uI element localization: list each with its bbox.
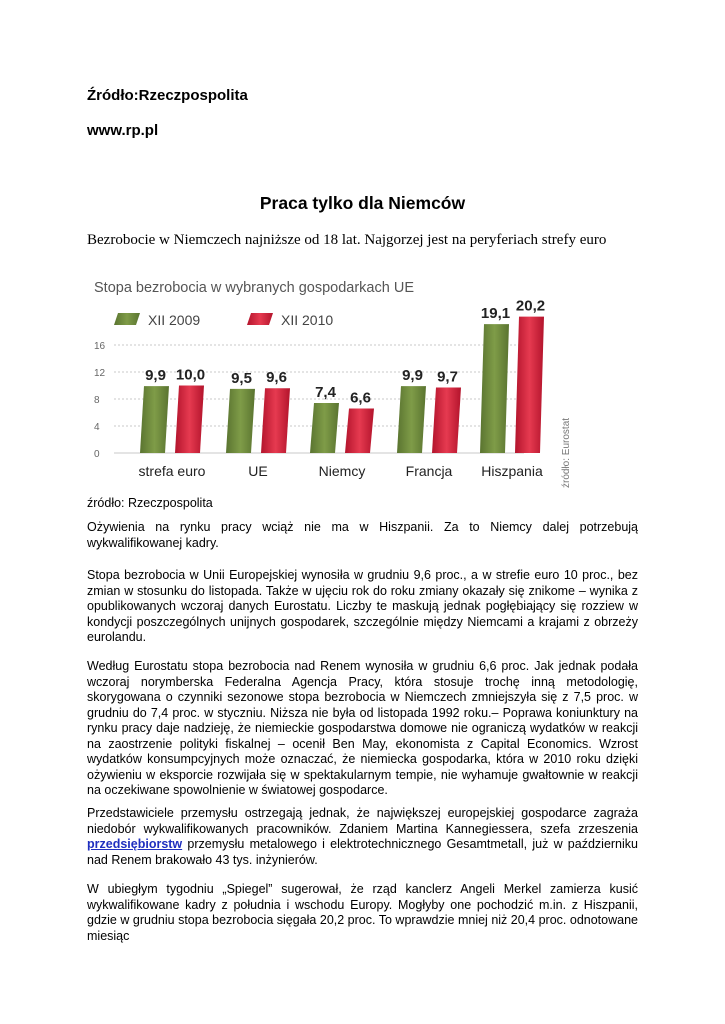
chart-title: Stopa bezrobocia w wybranych gospodarkach UE — [94, 280, 414, 296]
bar-2009 — [140, 386, 169, 453]
bar-2009 — [226, 389, 255, 453]
bar-value-label: 19,1 — [480, 305, 511, 323]
bar-value-label: 20,2 — [515, 297, 546, 315]
paragraph-eurostat: Stopa bezrobocia w Unii Europejskiej wynosiła w grudniu 9,6 proc., a w strefie euro 10 proc., bez zmian w stosunku do listopada. Także w ujęciu rok do roku zmiany okazały się znikome – wynika z opublikowanych wczoraj danych Eurostatu. Liczby te maskują jednak pogłębiający się rozziew w kondycji poszczególnych unijnych gospodarek, szczególnie między Niemcami a krajami z obrzeży eurolandu. — [87, 568, 638, 644]
image-credit: źródło: Rzeczpospolita — [87, 496, 213, 510]
legend-label-2: XII 2010 — [281, 312, 334, 328]
bar-value-label: 10,0 — [175, 366, 206, 384]
bar-2010 — [515, 317, 544, 453]
legend-label-1: XII 2009 — [148, 312, 201, 328]
bar-2009 — [397, 386, 426, 453]
source-label: Źródło:Rzeczpospolita — [87, 87, 248, 104]
category-label: UE — [248, 463, 268, 479]
bar-value-label: 9,6 — [266, 369, 287, 387]
bar-value-label: 9,7 — [437, 368, 458, 386]
paragraph-germany: Według Eurostatu stopa bezrobocia nad Renem wynosiła w grudniu 6,6 proc. Jak jednak podała wczoraj norymberska Federalna Agencja Pracy, która stosuje trochę inną metodologię, skorygowana o czynniki sezonowe stopa bezrobocia w Niemczech zmniejszyła się z 7,5 proc. w grudniu do 7,4 proc. w styczniu. Niższa nie była od listopada 1992 roku.– Poprawa koniunktury na rynku pracy daje nadzieję, że niemieckie gospodarstwa domowe nie ograniczą wydatków w reakcji na zaostrzenie polityki fiskalnej – ocenił Ben May, ekonomista z Capital Economics. Wzrost wydatków konsumpcyjnych może oznaczać, że niemiecka gospodarka, która w 2010 roku dzięki ożywieniu w eksporcie rozwijała się w spektakularnym tempie, nie wyhamuje gwałtownie w reakcji na oczekiwane spowolnienie w światowej gospodarce. — [87, 659, 638, 797]
bar-2009 — [480, 324, 509, 453]
bar-value-label: 7,4 — [315, 384, 336, 402]
bar-2010 — [432, 388, 461, 453]
paragraph-spiegel: W ubiegłym tygodniu „Spiegel” sugerował, że rząd kanclerz Angeli Merkel zamierza kusić wykwalifikowane kadry z południa i wschodu Europy. Mogłyby one pochodzić m.in. z Hiszpanii, gdzie w grudniu stopa bezrobocia sięgała 20,2 proc. To wprawdzie mniej niż 20,4 proc. odnotowane miesiąc — [87, 882, 638, 943]
y-tick-label: 8 — [94, 395, 100, 406]
bar-value-label: 9,9 — [402, 367, 423, 385]
y-tick-label: 16 — [94, 341, 106, 352]
unemployment-chart — [84, 270, 580, 492]
legend-swatch-2 — [247, 313, 273, 325]
bar-value-label: 6,6 — [350, 389, 371, 407]
legend-swatch-1 — [114, 313, 140, 325]
source-website: www.rp.pl — [87, 122, 159, 139]
paragraph-lead: Ożywienia na rynku pracy wciąż nie ma w Hiszpanii. Za to Niemcy dalej potrzebują wykwalifikowanej kadry. — [87, 520, 638, 550]
y-tick-label: 4 — [94, 422, 100, 433]
paragraph-industry — [87, 806, 638, 868]
y-tick-label: 12 — [94, 368, 106, 379]
bar-value-label: 9,5 — [231, 369, 252, 387]
bar-2010 — [345, 408, 374, 453]
bar-value-label: 9,9 — [145, 367, 166, 385]
bar-2010 — [261, 388, 290, 453]
article-title: Praca tylko dla Niemców — [259, 193, 466, 213]
category-label: Francja — [405, 463, 453, 479]
link-przedsiebiorstw[interactable]: przedsiębiorstw — [87, 837, 183, 851]
bar-2010 — [175, 386, 204, 454]
article-subtitle: Bezrobocie w Niemczech najniższe od 18 lat. Najgorzej jest na peryferiach strefy euro — [87, 232, 607, 248]
category-label: strefa euro — [138, 463, 206, 479]
category-label: Hiszpania — [481, 463, 543, 479]
chart-source-note: źródło: Eurostat — [561, 417, 572, 488]
bar-2009 — [310, 403, 339, 453]
category-label: Niemcy — [318, 463, 366, 479]
y-tick-label: 0 — [94, 449, 100, 460]
chart-x-labels — [139, 463, 543, 479]
paragraph-industry-text-start: Przedstawiciele przemysłu ostrzegają jednak, że największej europejskiej gospodarce zagraża niedobór wykwalifikowanych pracowników. Zdaniem Martina Kannegiessera, szefa zrzeszenia — [87, 806, 638, 836]
paragraph-industry-text-end: przemysłu metalowego i elektrotechnicznego Gesamtmetall, już w październiku nad Renem brakowało 43 tys. inżynierów. — [87, 837, 638, 867]
